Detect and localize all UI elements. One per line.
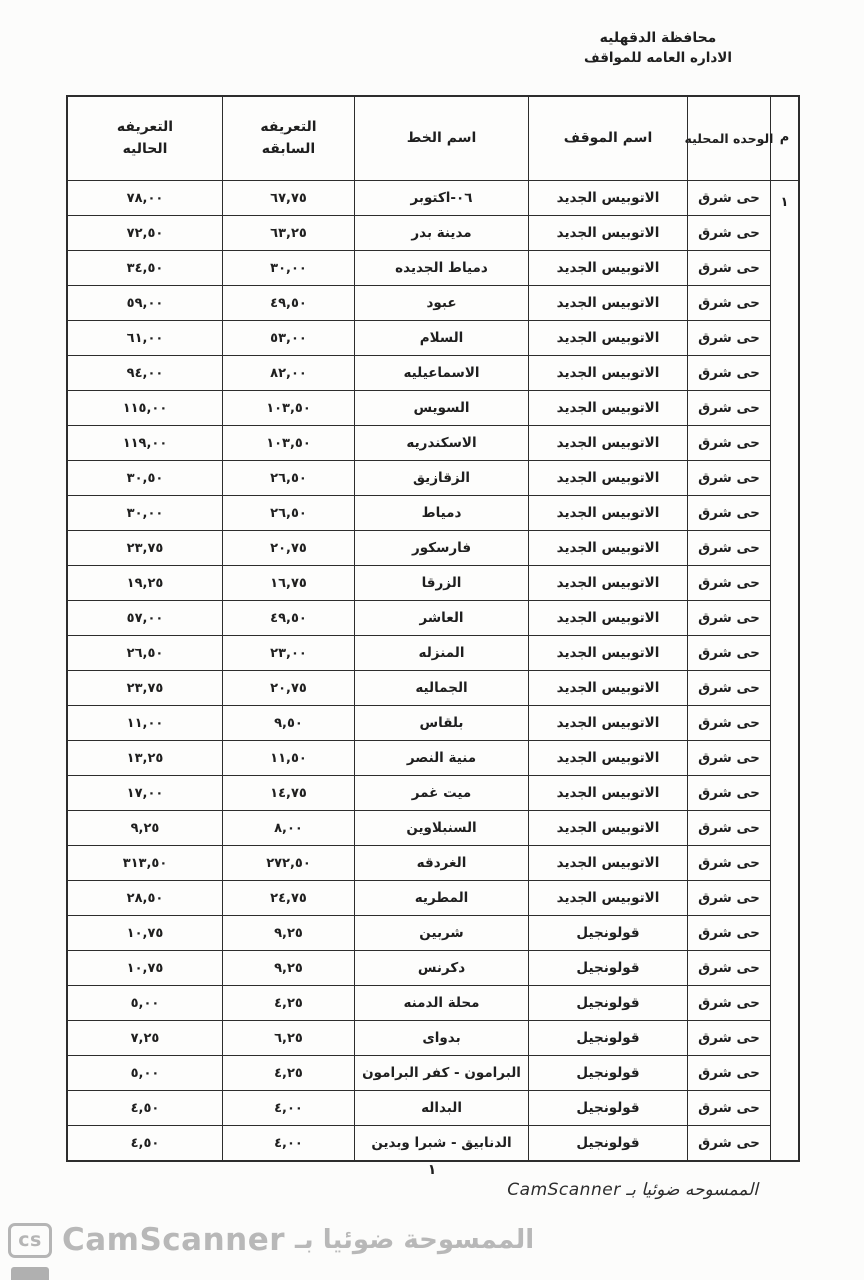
cell-line-name: مدينة بدر [355, 215, 529, 250]
cell-stop-name: الاتوبيس الجديد [529, 775, 688, 810]
tariff-table [66, 95, 800, 1162]
cell-previous-tariff: ٤٩,٥٠ [223, 285, 355, 320]
org-title: محافظة الدقهليه [599, 30, 717, 46]
cell-stop-name: قولونجيل [529, 915, 688, 950]
cell-local-unit: حى شرق [688, 810, 771, 845]
cell-local-unit: حى شرق [688, 1090, 771, 1125]
cell-stop-name: الاتوبيس الجديد [529, 285, 688, 320]
cell-previous-tariff: ٦٧,٧٥ [223, 180, 355, 215]
cell-stop-name: الاتوبيس الجديد [529, 495, 688, 530]
cell-previous-tariff: ١٠٣,٥٠ [223, 390, 355, 425]
cell-previous-tariff: ١١,٥٠ [223, 740, 355, 775]
cell-local-unit: حى شرق [688, 285, 771, 320]
cell-line-name: بدواى [355, 1020, 529, 1055]
cell-current-tariff: ١٠,٧٥ [68, 950, 223, 985]
cell-local-unit: حى شرق [688, 425, 771, 460]
cell-local-unit: حى شرق [688, 1020, 771, 1055]
cell-line-name: دمياط الجديده [355, 250, 529, 285]
cell-previous-tariff: ٤,٢٥ [223, 985, 355, 1020]
cell-local-unit: حى شرق [688, 845, 771, 880]
cell-current-tariff: ٧٨,٠٠ [68, 180, 223, 215]
cell-stop-name: قولونجيل [529, 1055, 688, 1090]
cell-previous-tariff: ٥٣,٠٠ [223, 320, 355, 355]
cell-stop-name: الاتوبيس الجديد [529, 320, 688, 355]
cell-current-tariff: ١٧,٠٠ [68, 775, 223, 810]
cell-stop-name: الاتوبيس الجديد [529, 635, 688, 670]
cell-local-unit: حى شرق [688, 985, 771, 1020]
cell-line-name: دكرنس [355, 950, 529, 985]
cell-previous-tariff: ١٠٣,٥٠ [223, 425, 355, 460]
cell-stop-name: الاتوبيس الجديد [529, 390, 688, 425]
camscanner-arabic-text: الممسوحة ضوئيا بـ [295, 1225, 535, 1255]
cell-local-unit: حى شرق [688, 880, 771, 915]
cell-current-tariff: ٥,٠٠ [68, 985, 223, 1020]
cell-line-name: شربين [355, 915, 529, 950]
org-subtitle: الاداره العامه للمواقف [584, 50, 732, 66]
camscanner-logo-icon: cs [8, 1223, 52, 1258]
cell-line-name: السنبلاوين [355, 810, 529, 845]
cell-previous-tariff: ٩,٥٠ [223, 705, 355, 740]
cell-previous-tariff: ٢٤,٧٥ [223, 880, 355, 915]
cell-line-name: الغردقه [355, 845, 529, 880]
cell-line-name: ٠٦-اكتوبر [355, 180, 529, 215]
cell-previous-tariff: ٢٠,٧٥ [223, 530, 355, 565]
cell-current-tariff: ١١٩,٠٠ [68, 425, 223, 460]
cell-line-name: منية النصر [355, 740, 529, 775]
cell-line-name: فارسكور [355, 530, 529, 565]
cell-stop-name: الاتوبيس الجديد [529, 530, 688, 565]
cell-stop-name: قولونجيل [529, 950, 688, 985]
cell-line-name: ميت غمر [355, 775, 529, 810]
cell-previous-tariff: ٨,٠٠ [223, 810, 355, 845]
cell-current-tariff: ٢٣,٧٥ [68, 530, 223, 565]
cell-stop-name: الاتوبيس الجديد [529, 565, 688, 600]
cell-stop-name: الاتوبيس الجديد [529, 425, 688, 460]
col-header-line-name: اسم الخط [355, 97, 529, 180]
cell-previous-tariff: ٢٦,٥٠ [223, 495, 355, 530]
cell-stop-name: قولونجيل [529, 1090, 688, 1125]
cell-line-name: محلة الدمنه [355, 985, 529, 1020]
cell-current-tariff: ٣٠,٥٠ [68, 460, 223, 495]
cell-stop-name: قولونجيل [529, 985, 688, 1020]
cell-stop-name: الاتوبيس الجديد [529, 670, 688, 705]
col-header-serial: م [779, 130, 790, 146]
cell-current-tariff: ٧,٢٥ [68, 1020, 223, 1055]
cell-stop-name: قولونجيل [529, 1125, 688, 1160]
cell-current-tariff: ٢٣,٧٥ [68, 670, 223, 705]
cell-line-name: البرامون - كفر البرامون [355, 1055, 529, 1090]
cell-stop-name: قولونجيل [529, 1020, 688, 1055]
cell-local-unit: حى شرق [688, 530, 771, 565]
cell-stop-name: الاتوبيس الجديد [529, 460, 688, 495]
cell-line-name: السلام [355, 320, 529, 355]
cell-line-name: الجماليه [355, 670, 529, 705]
cell-current-tariff: ٦١,٠٠ [68, 320, 223, 355]
cell-current-tariff: ١١,٠٠ [68, 705, 223, 740]
cell-previous-tariff: ٢٧٢,٥٠ [223, 845, 355, 880]
cell-stop-name: الاتوبيس الجديد [529, 705, 688, 740]
camscanner-brand: CamScanner [62, 1222, 286, 1258]
cell-previous-tariff: ١٦,٧٥ [223, 565, 355, 600]
cell-line-name: العاشر [355, 600, 529, 635]
cell-current-tariff: ٥,٠٠ [68, 1055, 223, 1090]
col-header-current-tariff: التعريفه الحاليه [68, 97, 223, 180]
col-header-previous-tariff: التعريفه السابقه [223, 97, 355, 180]
cell-line-name: الزرقا [355, 565, 529, 600]
cell-line-name: المطريه [355, 880, 529, 915]
cell-local-unit: حى شرق [688, 915, 771, 950]
cell-line-name: الاسماعيليه [355, 355, 529, 390]
scan-note-handwritten: الممسوحه ضوئيا بـ CamScanner [507, 1180, 758, 1200]
cell-previous-tariff: ٩,٢٥ [223, 915, 355, 950]
cell-line-name: السويس [355, 390, 529, 425]
cell-local-unit: حى شرق [688, 705, 771, 740]
cell-stop-name: الاتوبيس الجديد [529, 880, 688, 915]
cell-current-tariff: ٣١٣,٥٠ [68, 845, 223, 880]
cell-previous-tariff: ٦٣,٢٥ [223, 215, 355, 250]
cell-current-tariff: ٩,٢٥ [68, 810, 223, 845]
cell-line-name: الدنابيق - شبرا وبدين [355, 1125, 529, 1160]
cell-current-tariff: ٣٠,٠٠ [68, 495, 223, 530]
cell-current-tariff: ١١٥,٠٠ [68, 390, 223, 425]
cell-local-unit: حى شرق [688, 1125, 771, 1160]
cell-current-tariff: ١٣,٢٥ [68, 740, 223, 775]
cell-current-tariff: ٤,٥٠ [68, 1125, 223, 1160]
cell-line-name: البداله [355, 1090, 529, 1125]
cell-current-tariff: ٥٩,٠٠ [68, 285, 223, 320]
cell-stop-name: الاتوبيس الجديد [529, 355, 688, 390]
cell-previous-tariff: ٨٢,٠٠ [223, 355, 355, 390]
cell-local-unit: حى شرق [688, 565, 771, 600]
cell-local-unit: حى شرق [688, 775, 771, 810]
cell-previous-tariff: ٢٦,٥٠ [223, 460, 355, 495]
cell-previous-tariff: ٩,٢٥ [223, 950, 355, 985]
cell-previous-tariff: ٢٠,٧٥ [223, 670, 355, 705]
cell-local-unit: حى شرق [688, 215, 771, 250]
cell-local-unit: حى شرق [688, 320, 771, 355]
cell-line-name: الزقازيق [355, 460, 529, 495]
serial-group-number: ١ [771, 180, 798, 1160]
cell-local-unit: حى شرق [688, 740, 771, 775]
cell-local-unit: حى شرق [688, 355, 771, 390]
cell-local-unit: حى شرق [688, 950, 771, 985]
cell-local-unit: حى شرق [688, 635, 771, 670]
cell-line-name: المنزله [355, 635, 529, 670]
cell-line-name: الاسكندريه [355, 425, 529, 460]
cell-local-unit: حى شرق [688, 460, 771, 495]
camscanner-watermark [8, 1222, 540, 1258]
cell-current-tariff: ٧٢,٥٠ [68, 215, 223, 250]
cell-previous-tariff: ٦,٢٥ [223, 1020, 355, 1055]
cell-previous-tariff: ٣٠,٠٠ [223, 250, 355, 285]
cell-current-tariff: ٢٦,٥٠ [68, 635, 223, 670]
cell-previous-tariff: ٢٣,٠٠ [223, 635, 355, 670]
cell-previous-tariff: ٤,٠٠ [223, 1125, 355, 1160]
col-header-stop-name: اسم الموقف [529, 97, 688, 180]
camscanner-logo-tab [11, 1267, 49, 1280]
cell-local-unit: حى شرق [688, 600, 771, 635]
cell-previous-tariff: ٤٩,٥٠ [223, 600, 355, 635]
cell-previous-tariff: ٤,٠٠ [223, 1090, 355, 1125]
cell-local-unit: حى شرق [688, 250, 771, 285]
cell-stop-name: الاتوبيس الجديد [529, 740, 688, 775]
cell-stop-name: الاتوبيس الجديد [529, 810, 688, 845]
cell-line-name: بلقاس [355, 705, 529, 740]
col-header-local-unit: الوحده المحليه [688, 97, 771, 180]
cell-line-name: دمياط [355, 495, 529, 530]
cell-stop-name: الاتوبيس الجديد [529, 180, 688, 215]
cell-stop-name: الاتوبيس الجديد [529, 250, 688, 285]
cell-current-tariff: ١٠,٧٥ [68, 915, 223, 950]
cell-local-unit: حى شرق [688, 390, 771, 425]
cell-current-tariff: ٢٨,٥٠ [68, 880, 223, 915]
cell-local-unit: حى شرق [688, 1055, 771, 1090]
cell-local-unit: حى شرق [688, 180, 771, 215]
org-header [548, 30, 768, 66]
cell-line-name: عبود [355, 285, 529, 320]
cell-stop-name: الاتوبيس الجديد [529, 215, 688, 250]
cell-stop-name: الاتوبيس الجديد [529, 600, 688, 635]
cell-current-tariff: ٥٧,٠٠ [68, 600, 223, 635]
cell-previous-tariff: ١٤,٧٥ [223, 775, 355, 810]
cell-stop-name: الاتوبيس الجديد [529, 845, 688, 880]
cell-current-tariff: ٤,٥٠ [68, 1090, 223, 1125]
cell-local-unit: حى شرق [688, 495, 771, 530]
cell-current-tariff: ٣٤,٥٠ [68, 250, 223, 285]
cell-current-tariff: ١٩,٢٥ [68, 565, 223, 600]
page-number: ١ [427, 1162, 437, 1178]
cell-previous-tariff: ٤,٢٥ [223, 1055, 355, 1090]
cell-current-tariff: ٩٤,٠٠ [68, 355, 223, 390]
cell-local-unit: حى شرق [688, 670, 771, 705]
